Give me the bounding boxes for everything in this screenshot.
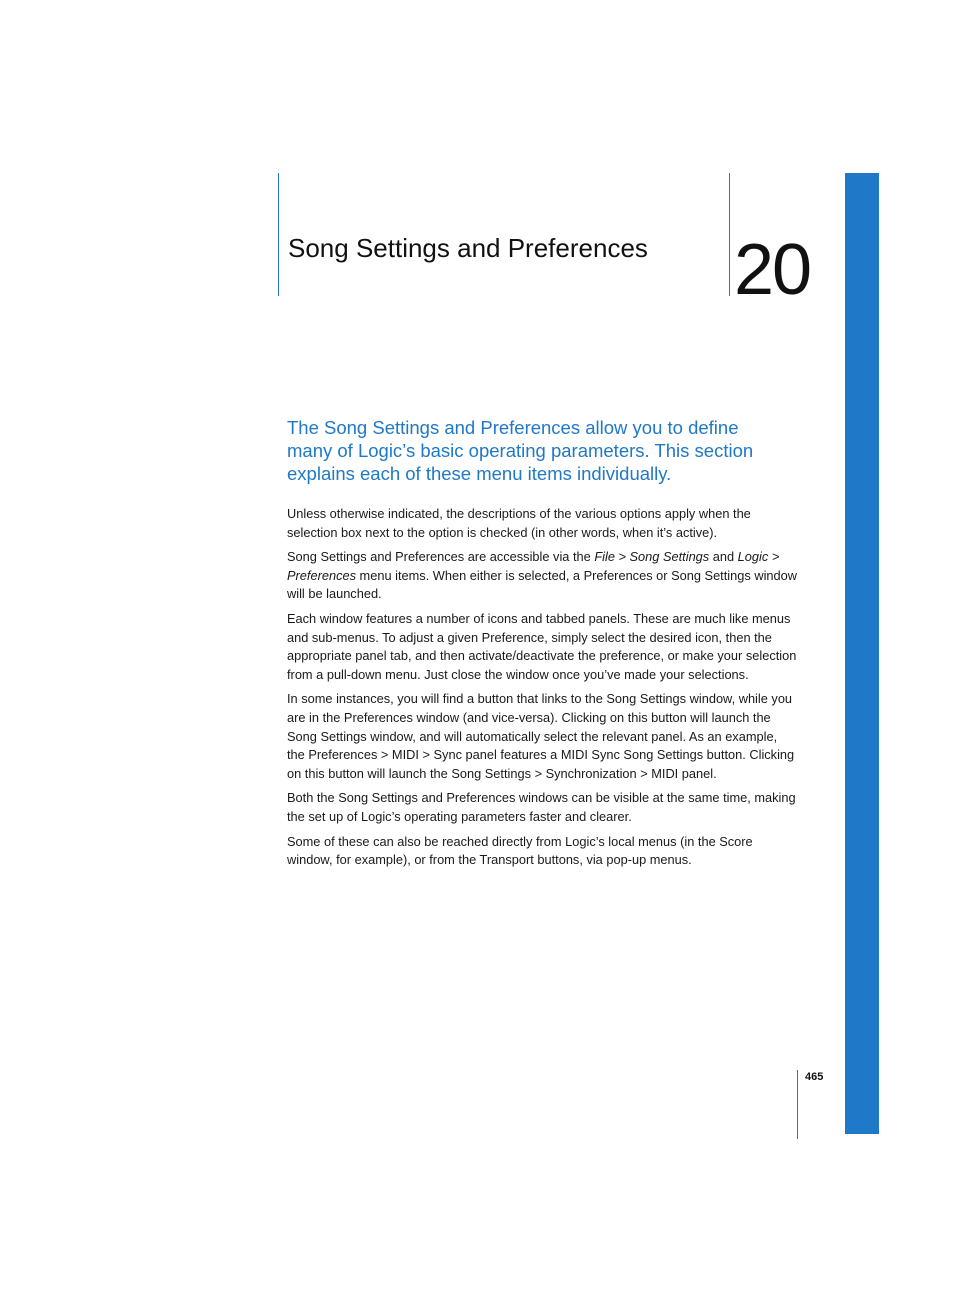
paragraph-2-text-3: menu items. When either is selected, a Preferences or Song Settings window will be launched. [287,567,797,602]
page-number-rule [797,1070,798,1139]
paragraph-4: In some instances, you will find a button that links to the Song Settings window, while you are in the Preferences window (and vice-versa). Clicking on this button will launch the Song Settings window, and will automatically select the relevant panel. As an example, the Preferences > MIDI > Sync panel features a MIDI Sync Song Settings button. Clicking on this button will launch the Song Settings > Synchronization > MIDI panel. [287,691,795,781]
menu-path-file-song-settings: File > Song Settings [594,549,710,565]
chapter-number-rule [729,173,730,296]
paragraph-2-text-2: and [709,549,738,565]
paragraph-3: Each window features a number of icons and tabbed panels. These are much like menus and sub-menus. To adjust a given Preference, simply select the desired icon, then the appropriate panel tab, and then activate/deactivate the preference, or make your selection from a pull-down menu. Just close the window once you’ve made your selections. [287,610,797,682]
chapter-title-rule [278,173,279,296]
page-number: 465 [805,1071,824,1083]
body-text [287,505,797,876]
chapter-title: Song Settings and Preferences [288,233,648,263]
chapter-number: 20 [734,230,811,310]
paragraph-1: Unless otherwise indicated, the descriptions of the various options apply when the selection box next to the option is checked (in other words, when it’s active). [287,506,751,540]
paragraph-6: Some of these can also be reached directly from Logic’s local menus (in the Score window, for example), or from the Transport buttons, via pop-up menus. [287,833,753,868]
paragraph-2-text-1: Song Settings and Preferences are accessible via the [287,549,595,565]
chapter-side-band [845,173,879,1134]
menu-path-logic-preferences: Logic > Preferences [287,549,780,583]
chapter-intro: The Song Settings and Preferences allow you to define many of Logic’s basic operating parameters. This section explains each of these menu items individually. [287,417,754,484]
paragraph-2 [287,548,797,604]
paragraph-5: Both the Song Settings and Preferences windows can be visible at the same time, making the set up of Logic’s operating parameters faster and clearer. [287,790,796,824]
